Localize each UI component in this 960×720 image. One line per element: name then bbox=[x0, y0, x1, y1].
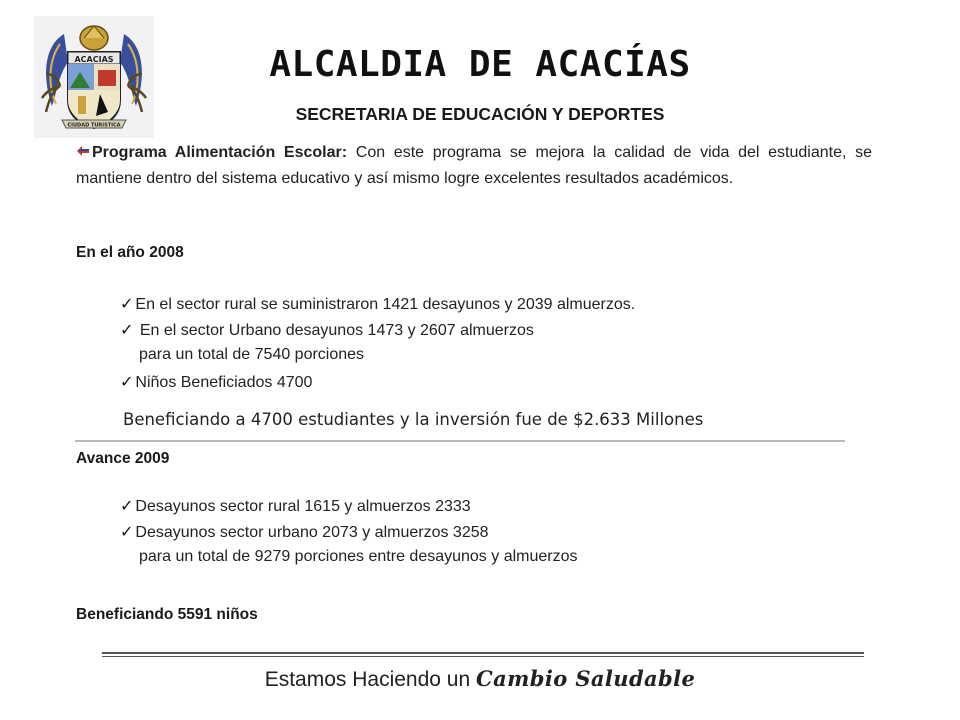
beneficiaries-total: Beneficiando 5591 niños bbox=[76, 606, 258, 623]
checkmark-icon: ✓ bbox=[120, 374, 134, 391]
list-continuation: para un total de 9279 porciones entre desayunos y almuerzos bbox=[139, 548, 578, 565]
intro-text: Con este programa se mejora la calidad de vida del estudiante, se mantiene dentro del sistema educativo y así mismo logre excelentes resultados académicos. bbox=[76, 144, 872, 187]
footer-rule bbox=[102, 656, 864, 657]
list-item-text: Desayunos sector urbano 2073 y almuerzos 3258 bbox=[135, 524, 489, 541]
logo-text-bottom: CIUDAD TURISTICA bbox=[67, 122, 121, 129]
checkmark-icon: ✓ bbox=[120, 524, 134, 541]
list-item bbox=[120, 496, 471, 516]
checkmark-icon: ✓ bbox=[120, 498, 134, 515]
footer-slogan bbox=[150, 666, 810, 692]
page-title: ALCALDIA DE ACACÍAS bbox=[269, 44, 691, 85]
summary-2008: Beneficiando a 4700 estudiantes y la inversión fue de $2.633 Millones bbox=[123, 410, 704, 429]
checkmark-icon: ✓ bbox=[120, 322, 134, 339]
list-item-text: En el sector rural se suministraron 1421 desayunos y 2039 almuerzos. bbox=[135, 296, 636, 313]
section-heading-2009: Avance 2009 bbox=[76, 450, 170, 467]
section-heading-2008: En el año 2008 bbox=[76, 244, 184, 261]
checkmark-icon: ✓ bbox=[120, 296, 134, 313]
list-item bbox=[120, 320, 534, 340]
footer-prefix: Estamos Haciendo un bbox=[264, 668, 477, 691]
list-item-text: Niños Beneficiados 4700 bbox=[135, 374, 313, 391]
footer-slogan-script: Cambio Saludable bbox=[476, 666, 696, 691]
list-item bbox=[120, 294, 635, 314]
divider bbox=[75, 440, 845, 442]
list-item-text: Desayunos sector rural 1615 y almuerzos 2333 bbox=[135, 498, 471, 515]
footer-rule bbox=[102, 652, 864, 654]
arrow-bullet-icon bbox=[76, 144, 90, 158]
list-item-text: En el sector Urbano desayunos 1473 y 2607 almuerzos bbox=[135, 322, 534, 339]
intro-paragraph bbox=[76, 140, 872, 192]
logo-text-top: ACACIAS bbox=[74, 55, 114, 64]
coat-of-arms-icon bbox=[34, 16, 154, 138]
page-subtitle: SECRETARIA DE EDUCACIÓN Y DEPORTES bbox=[295, 104, 665, 124]
list-item bbox=[120, 522, 489, 542]
list-item bbox=[120, 372, 312, 392]
intro-lead: Programa Alimentación Escolar: bbox=[92, 144, 348, 161]
list-continuation: para un total de 7540 porciones bbox=[139, 346, 365, 363]
